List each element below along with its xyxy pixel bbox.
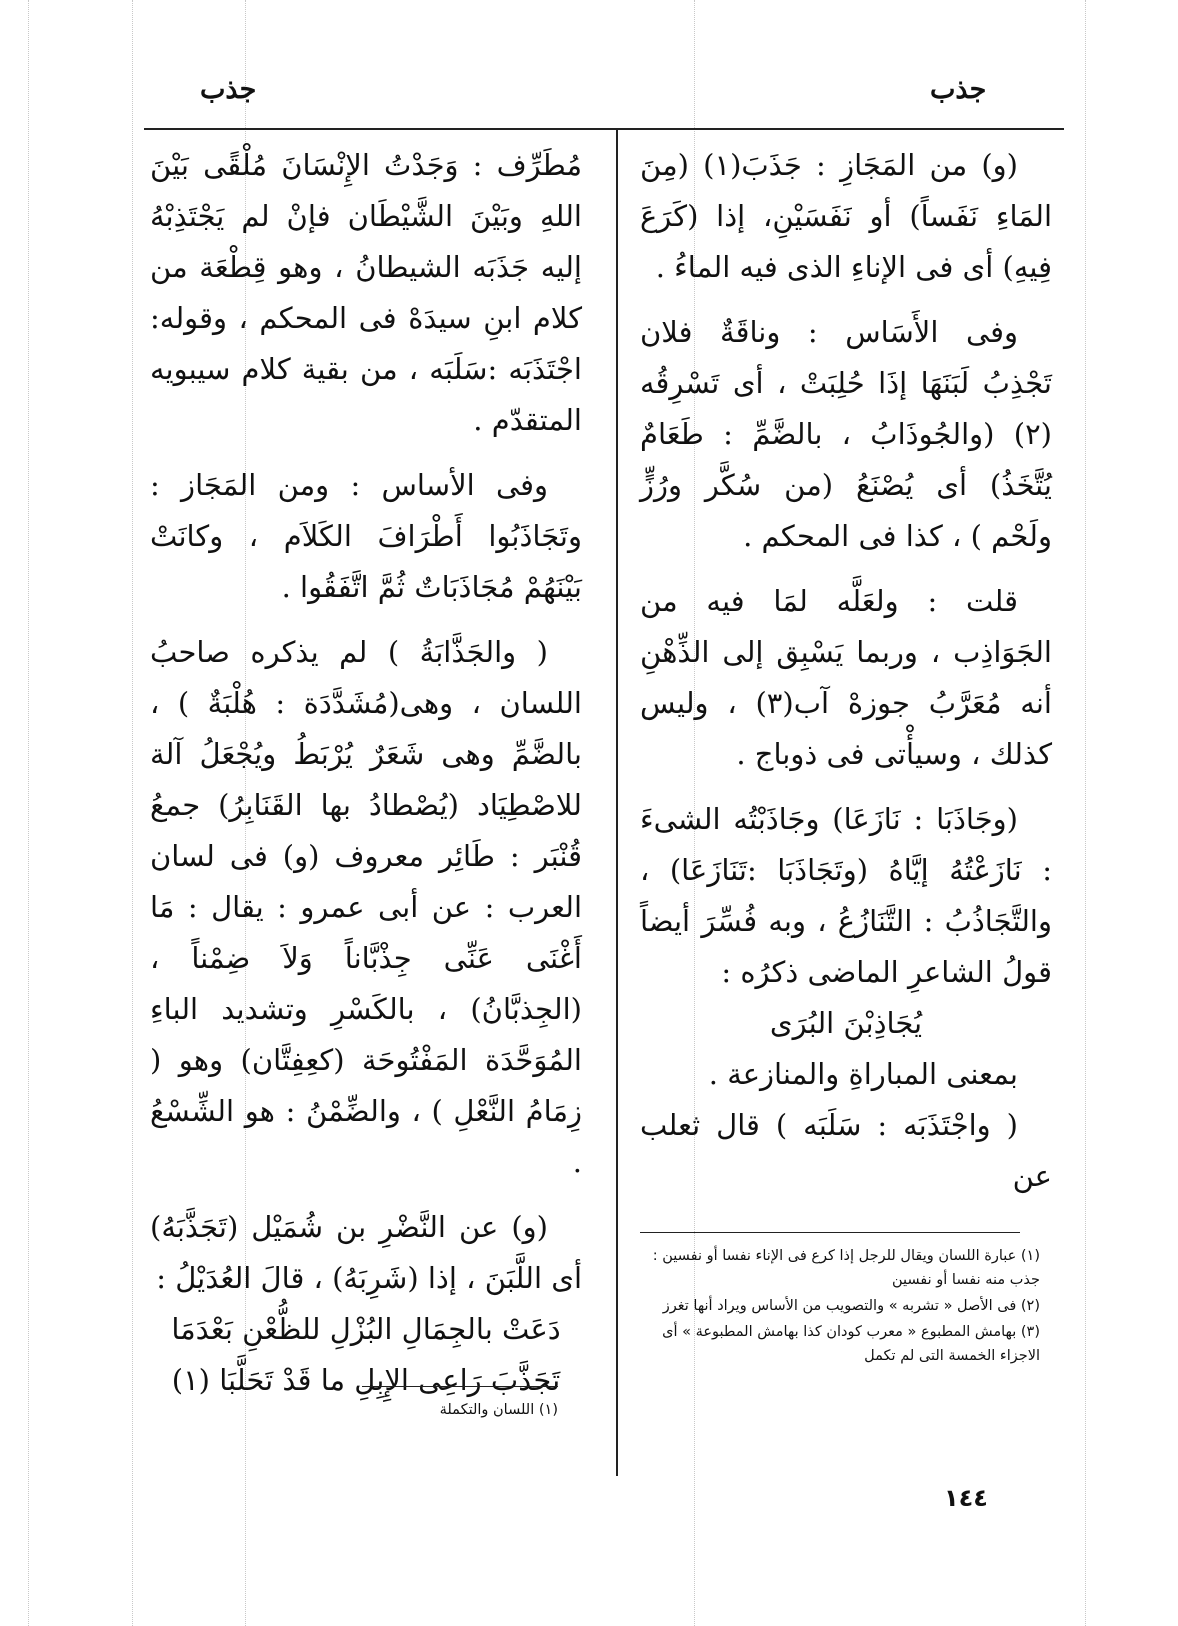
left-column [150, 140, 582, 1406]
verse-line: تَجَذَّبَ رَاعِى الإِبِلِ ما قَدْ تَحَلَّبَا (١) [171, 1363, 561, 1397]
verse-line: يُجَاذِبْنَ البُرَى [769, 1006, 923, 1040]
scan-guide-line [1085, 0, 1086, 1626]
paragraph: وفى الأَسَاس : وناقَةٌ فلان تَجْذِبُ لَبَنَهَا إذَا حُلِبَتْ ، أى تَسْرِقُه (٢) (والجُوذَابُ ، بالضَّمِّ : طَعَامٌ يُتَّخَذُ) أى يُصْنَعُ (من سُكَّر ورُزٍّ ولَحْم ) ، كذا فى المحكم . [640, 315, 1052, 553]
paragraph: قلت : ولعَلَّه لمَا فيه من الجَوَاذِب ، وربما يَسْبِق إلى الذِّهْنِ أنه مُعَرَّبُ جوزهْ آب(٣) ، وليس كذلك ، وسيأْتى فى ذوباج . [640, 584, 1052, 771]
footnote: (١) اللسان والتكملة [439, 1402, 558, 1418]
header-rule [144, 128, 1064, 130]
right-column [640, 140, 1052, 1202]
footnotes-right [640, 1244, 1040, 1370]
paragraph: بمعنى المباراةِ والمنازعة . [708, 1057, 1018, 1091]
footnote-rule-right [640, 1232, 1020, 1233]
paragraph: مُطَرِّف : وَجَدْتُ الإِنْسَانَ مُلْقًى بَيْنَ اللهِ وبَيْنَ الشَّيْطَان فإنْ لم يَجْتَذِبْهُ إليه جَذَبَه الشيطانُ ، وهو قِطْعَة من كلام ابنِ سيدَهْ فى المحكم ، وقوله: اجْتَذَبَه :سَلَبَه ، من بقية كلام سيبويه المتقدّم . [150, 148, 582, 437]
column-divider [616, 130, 618, 1476]
page-number: ١٤٤ [944, 1484, 988, 1512]
paragraph: ( واجْتَذَبَه : سَلَبَه ) قال ثعلب عن [640, 1108, 1052, 1193]
paragraph: (و) عن النَّضْرِ بن شُمَيْل (تَجَذَّبَهُ) أى اللَّبَنَ ، إذا (شَرِبَهُ) ، قالَ العُدَيْلُ : [150, 1210, 582, 1295]
footnote: (٣) بهامش المطبوع « معرب كودان كذا بهامش المطبوعة » أى الاجزاء الخمسة التى لم تكمل [662, 1324, 1040, 1364]
verse-line: دَعَتْ بالجِمَالِ البُزْلِ للظُّعْنِ بَعْدَمَا [171, 1312, 561, 1346]
footnotes-left [362, 1398, 558, 1424]
running-head-right: جذب [930, 74, 987, 105]
footnote: (١) عبارة اللسان ويقال للرجل إذا كرع فى الإناء نفسا أو نفسين : جذب منه نفسا أو نفسين [652, 1248, 1040, 1288]
paragraph: ( والجَذَّابَةُ ) لم يذكره صاحبُ اللسان ، وهى(مُشَدَّدَة : هُلْبَةٌ ) ، بالضَّمِّ وهى شَعَرٌ يُرْبَطُ ويُجْعَلُ آلة للاصْطِيَاد (يُصْطادُ بها القَنَابِرُ) جمعُ قُنْبَر : طَائِر معروف (و) فى لسان العرب : عن أبى عمرو : يقال : مَا أَغْنَى عَنِّى جِذْبَّاناً وَلاَ ضِمْناً ، (الجِذبَّانُ) ، بالكَسْرِ وتشديد الباءِ المُوَحَّدَة المَفْتُوحَة (كعِفِتَّان) وهو ( زِمَامُ النَّعْلِ ) ، والضِّمْنُ : هو الشِّسْعُ . [150, 635, 582, 1179]
running-head-left: جذب [200, 74, 257, 105]
paragraph: (و) من المَجَازِ : جَذَبَ(١) (مِنَ المَاءِ نَفَساً) أو نَفَسَيْنِ، إذا (كَرَعَ فِيهِ) أى فى الإناءِ الذى فيه الماءُ . [640, 148, 1052, 284]
paragraph: وفى الأساس : ومن المَجَاز : وتَجَاذَبُوا أَطْرَافَ الكَلاَم ، وكانَتْ بَيْنَهُمْ مُجَاذَبَاتٌ ثُمَّ اتَّفَقُوا . [150, 468, 582, 604]
paragraph: (وجَاذَبَا : نَازَعَا) وجَاذَبْتُه الشىءَ : نَازَعْتُهُ إيَّاهُ (وتَجَاذَبَا :تَنَازَعَا) ، والتَّجَاذُبُ : التَّنَازُعُ ، وبه فُسِّرَ أيضاً قولُ الشاعرِ الماضى ذكرُه : [640, 802, 1052, 989]
footnote: (٢) فى الأصل « تشربه » والتصويب من الأساس ويراد أنها تغرز [662, 1298, 1040, 1314]
scan-guide-line [132, 0, 133, 1626]
footnote-rule-left [362, 1386, 558, 1387]
scan-guide-line [28, 0, 29, 1626]
